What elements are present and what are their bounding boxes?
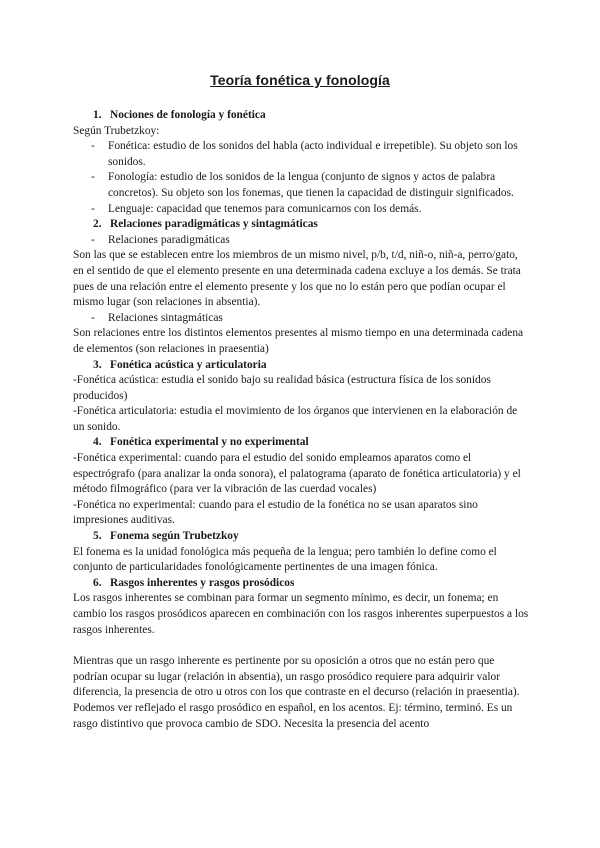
section-heading-4 (73, 435, 529, 451)
list-item (73, 202, 529, 218)
section-number: 6. (93, 576, 102, 589)
paragraph: -Fonética articulatoria: estudia el movimiento de los órganos que intervienen en la elaboración de un sonido. (73, 405, 518, 433)
subheading: Relaciones paradigmáticas (108, 233, 230, 246)
paragraph: -Fonética no experimental: cuando para el estudio de la fonética no se usan aparatos sino impresiones auditivas. (73, 498, 478, 527)
section-title: Rasgos inherentes y rasgos prosódicos (110, 576, 295, 589)
section-number: 3. (93, 358, 102, 371)
dash-bullet: - (91, 202, 95, 215)
list-item-text: Fonología: estudio de los sonidos de la lengua (conjunto de signos y actos de palabra concretos). Su objeto son los fonemas, que tienen la capacidad de distinguir significados. (108, 171, 514, 199)
paragraph: Son relaciones entre los distintos elementos presentes al mismo tiempo en una determinada cadena de elementos (son relaciones in praesentia) (73, 327, 524, 355)
paragraph: -Fonética experimental: cuando para el estudio del sonido empleamos aparatos como el espectrógrafo (para analizar la onda sonora), el palatograma (aparato de fonética articulatoria) y el método filmográfico (para ver la vibración de las cuerdad vocales) (73, 452, 521, 496)
list-item (73, 311, 529, 327)
paragraph: Mientras que un rasgo inherente es pertinente por su oposición a otros que no están pero que podrían ocupar su lugar (relación in absentia), un rasgo prosódico requiere para adquirir valor diferencia, la presencia de otro u otros con los que contraste en el decurso (relación in praesentia). Podemos ver reflejado el rasgo prosódico en español, en los acentos. Ej: término, terminó. Es un rasgo distintivo que provoca cambio de SDO. Necesita la presencia del acento (73, 655, 520, 730)
section-number: 4. (93, 436, 102, 449)
section-heading-3 (73, 358, 529, 374)
dash-bullet: - (91, 311, 95, 324)
section-number: 5. (93, 530, 102, 543)
section-title: Nociones de fonología y fonética (110, 109, 266, 121)
list-item (73, 139, 529, 170)
section-heading-5 (73, 529, 529, 545)
list-item-text: Lenguaje: capacidad que tenemos para comunicarnos con los demás. (108, 202, 422, 215)
dash-bullet: - (91, 171, 95, 184)
list-item-text: Fonética: estudio de los sonidos del habla (acto individual e irrepetible). Su objeto son los sonidos. (108, 140, 518, 168)
dash-bullet: - (91, 233, 95, 246)
section-heading-2 (73, 217, 529, 233)
paragraph: Los rasgos inherentes se combinan para formar un segmento mínimo, es decir, un fonema; en cambio los rasgos prosódicos aparecen en combinación con los rasgos inherentes superpuestos a los rasgos inherentes. (73, 592, 529, 636)
section-title: Fonética acústica y articulatoria (110, 358, 267, 371)
section-title: Fonética experimental y no experimental (110, 436, 309, 449)
paragraph: El fonema es la unidad fonológica más pequeña de la lengua; pero también lo define como el conjunto de particularidades fonológicamente pertinentes de una imagen fónica. (73, 545, 497, 574)
section-title: Relaciones paradigmáticas y sintagmáticas (110, 218, 318, 231)
subheading: Relaciones sintagmáticas (108, 311, 223, 324)
paragraph: -Fonética acústica: estudia el sonido bajo su realidad básica (estructura física de los sonidos producidos) (73, 374, 491, 402)
paragraph-gap (73, 638, 529, 654)
list-item (73, 233, 529, 249)
section-number: 1. (93, 109, 102, 121)
section-heading-1 (73, 108, 529, 124)
document-body (73, 108, 529, 732)
section-number: 2. (93, 218, 102, 231)
list-item (73, 170, 529, 201)
section-title: Fonema según Trubetzkoy (110, 530, 239, 543)
page-title: Teoría fonética y fonología (210, 72, 390, 88)
paragraph: Son las que se establecen entre los miembros de un mismo nivel, p/b, t/d, niñ-o, niñ-a, perro/gato, en el sentido de que el elemento presente en una determinada cadena excluye a los demás. Se trata pues de una relación entre el elemento presente y los que no lo están pero que podían ocupar el mismo lugar (son relaciones in absentia). (73, 249, 521, 309)
section-heading-6 (73, 576, 529, 592)
section-intro: Según Trubetzkoy: (73, 124, 160, 137)
dash-bullet: - (91, 140, 95, 153)
